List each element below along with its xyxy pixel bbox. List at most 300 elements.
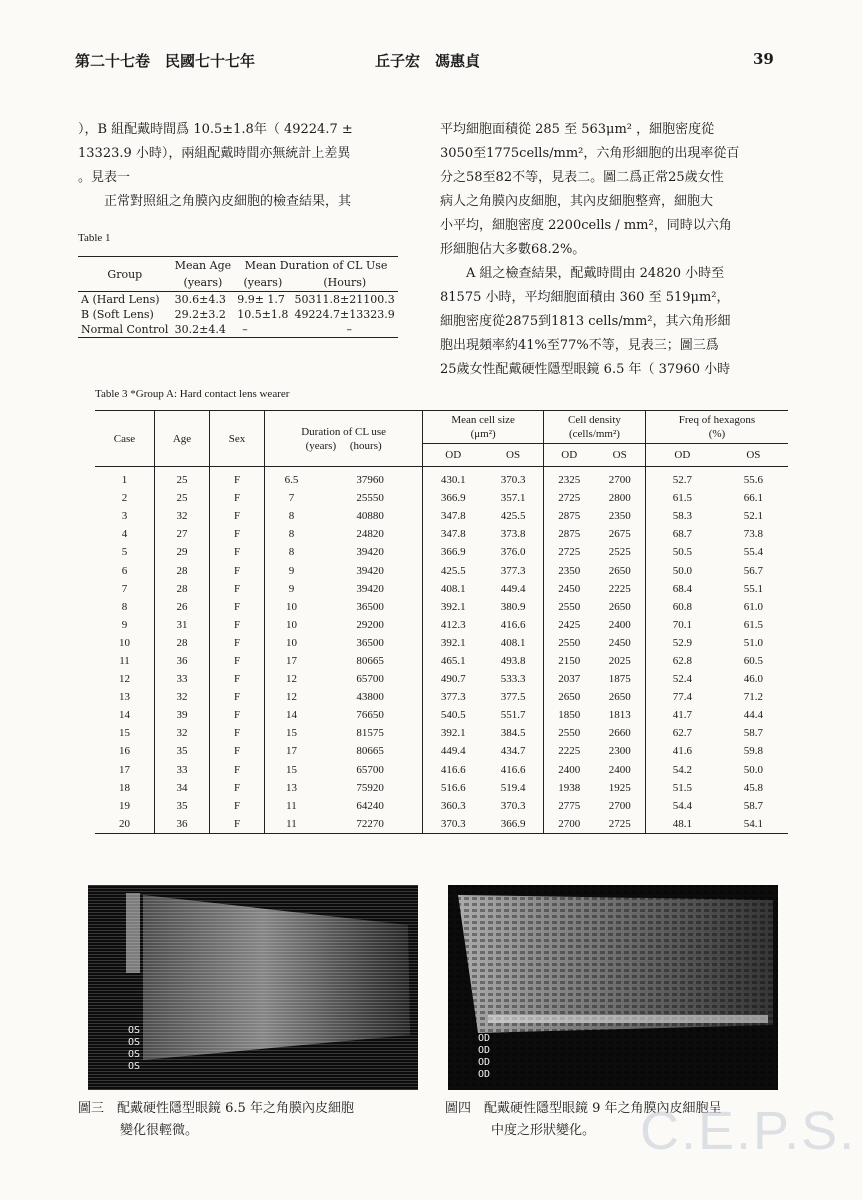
table3-cell-size-os: 377.3 <box>500 564 526 577</box>
table3-row <box>95 815 788 834</box>
table3-cell-size-os: 357.1 <box>500 492 526 505</box>
table3-cell-density-od: 2875 <box>544 507 595 525</box>
table3-cell-hours: 29200 <box>356 618 384 631</box>
table3-header-cell-size <box>423 411 544 444</box>
table3-cell-size-os: 376.0 <box>500 546 526 559</box>
table3-cell-density-os: 1813 <box>608 709 631 722</box>
table3-cell-hex-od: 68.4 <box>645 580 718 598</box>
table3-cell-case: 16 <box>119 745 130 758</box>
table3-cell-case: 8 <box>121 600 128 613</box>
table3-cell-sex: F <box>210 779 265 797</box>
table3-cell-density-os: 2650 <box>608 600 631 613</box>
table3-cell-density-od: 2725 <box>544 543 595 561</box>
table3-cell-case: 18 <box>119 781 130 794</box>
table3-cell-hex-od: 52.4 <box>645 670 718 688</box>
table3-cell-hours: 37960 <box>356 474 384 487</box>
table3-cell-hex-os: 55.4 <box>743 546 763 559</box>
table3-cell-density-os: 1875 <box>608 673 631 686</box>
table3-cell-hex-od: 48.1 <box>645 815 718 834</box>
table3-cell-age: 35 <box>155 742 210 760</box>
table3-header-sex: Sex <box>210 411 265 467</box>
table3-cell-density-od: 2425 <box>544 616 595 634</box>
table3-cell-size-od: 425.5 <box>423 561 483 579</box>
table3-cell-hex-od: 58.3 <box>645 507 718 525</box>
table3-cell-size-os: 449.4 <box>500 582 526 595</box>
text-line: 81575 小時，平均細胞面積由 360 至 519μm²， <box>440 290 730 305</box>
table3-cell-density-od: 2450 <box>544 580 595 598</box>
table1-cell: B (Soft Lens) <box>81 308 154 321</box>
table3-cell-hex-od: 52.9 <box>645 634 718 652</box>
text-line: 。見表一 <box>78 170 131 185</box>
table3-cell-density-os: 2700 <box>608 474 631 487</box>
table3-cell-hex-os: 66.1 <box>743 492 763 505</box>
table3-cell-hours: 39420 <box>356 564 384 577</box>
table3-cell-case: 1 <box>121 474 128 487</box>
table3-cell-age: 34 <box>155 779 210 797</box>
table3-cell-sex: F <box>210 652 265 670</box>
table3-cell-size-os: 416.6 <box>500 763 526 776</box>
table3-cell-density-os: 2350 <box>608 510 631 523</box>
table3-cell-hours: 39420 <box>356 546 384 559</box>
table3-row <box>95 652 788 670</box>
text-line: 13323.9 小時），兩組配戴時間亦無統計上差異 <box>78 146 351 161</box>
table3-cell-years: 17 <box>265 652 318 670</box>
table3-cell-sex: F <box>210 761 265 779</box>
table3-cell-size-od: 490.7 <box>423 670 483 688</box>
table3-cell-hex-od: 60.8 <box>645 598 718 616</box>
caption-line: 圖三 配戴硬性隱型眼鏡 6.5 年之角膜內皮細胞 <box>78 1101 354 1116</box>
table3-cell-case: 3 <box>121 510 128 523</box>
table3-cell-age: 31 <box>155 616 210 634</box>
text-line: 胞出現頻率約41%至77%不等，見表三；圖三爲 <box>440 338 719 353</box>
table3-cell-hex-os: 73.8 <box>743 528 763 541</box>
table3-cell-hex-os: 61.5 <box>743 618 763 631</box>
table3-cell-hours: 80665 <box>356 654 384 667</box>
table3-cell-years: 11 <box>265 797 318 815</box>
table3-row <box>95 742 788 760</box>
table1-cell: 49224.7±13323.9 <box>294 308 395 321</box>
table3-row <box>95 467 788 490</box>
table3-row <box>95 598 788 616</box>
table3-cell-size-od: 347.8 <box>423 507 483 525</box>
table3-row <box>95 525 788 543</box>
table3-header-age: Age <box>155 411 210 467</box>
table3-cell-years: 8 <box>265 525 318 543</box>
table3-cell-size-os: 434.7 <box>500 745 526 758</box>
table3-cell-size-os: 366.9 <box>483 815 543 834</box>
table3-cell-sex: F <box>210 598 265 616</box>
table3-header-cell-size-title: Mean cell size <box>451 414 515 426</box>
table3-header-duration <box>265 411 423 467</box>
caption-line: 變化很輕微。 <box>120 1123 199 1138</box>
table3-header-os: OS <box>594 444 645 467</box>
table3-cell-size-os: 370.3 <box>500 799 526 812</box>
eye-label: OD <box>478 1057 491 1068</box>
table1-cell: 10.5±1.8 <box>237 308 289 321</box>
table3-header-od: OD <box>423 444 483 467</box>
table3-row <box>95 670 788 688</box>
eye-label: OD <box>478 1069 491 1080</box>
eye-label: OD <box>478 1033 491 1044</box>
table3-cell-hex-os: 71.2 <box>743 691 763 704</box>
table3-header-duration-years: (years) <box>305 439 337 452</box>
eye-label: OS <box>128 1037 141 1048</box>
table3-cell-hex-os: 55.1 <box>743 582 763 595</box>
table3-cell-density-os: 2660 <box>608 727 631 740</box>
table3-row <box>95 489 788 507</box>
table3-cell-age: 28 <box>155 580 210 598</box>
table3-cell-case: 15 <box>119 727 130 740</box>
table3-cell-density-os: 2700 <box>608 799 631 812</box>
table3-cell-size-os: 373.8 <box>500 528 526 541</box>
table3-cell-sex: F <box>210 634 265 652</box>
figure4-eye-labels <box>478 1033 490 1081</box>
table3-row <box>95 688 788 706</box>
table3-cell-size-od: 408.1 <box>423 580 483 598</box>
table3-cell-sex: F <box>210 525 265 543</box>
eye-label: OS <box>128 1025 141 1036</box>
table3-cell-hex-os: 51.0 <box>743 636 763 649</box>
table3-cell-hours: 36500 <box>356 636 384 649</box>
table3-cell-case: 2 <box>121 492 128 505</box>
table3-cell-hex-od: 54.2 <box>645 761 718 779</box>
table3-cell-hours: 43800 <box>356 691 384 704</box>
table3-cell-hours: 75920 <box>356 781 384 794</box>
table3-cell-hex-os: 61.0 <box>743 600 763 613</box>
table1-cell: Normal Control <box>78 322 172 338</box>
eye-label: OD <box>478 1045 491 1056</box>
table3-cell-hex-od: 50.0 <box>645 561 718 579</box>
table3-cell-hex-od: 51.5 <box>645 779 718 797</box>
table3-cell-density-od: 2037 <box>544 670 595 688</box>
table3-cell-years: 13 <box>265 779 318 797</box>
table3-cell-hex-od: 52.7 <box>645 467 718 490</box>
table3-row <box>95 797 788 815</box>
table3-cell-size-od: 366.9 <box>423 543 483 561</box>
table1-header-duration-hours: (Hours) <box>292 274 398 292</box>
table3-cell-hex-od: 70.1 <box>645 616 718 634</box>
table3-cell-hex-od: 54.4 <box>645 797 718 815</box>
table3-cell-sex: F <box>210 616 265 634</box>
table3-cell-sex: F <box>210 580 265 598</box>
table3-cell-sex: F <box>210 724 265 742</box>
table3-cell-years: 12 <box>265 688 318 706</box>
table3-cell-density-od: 2225 <box>544 742 595 760</box>
table3-cell-hex-os: 52.1 <box>743 510 763 523</box>
table3-body <box>95 467 788 834</box>
table3-cell-age: 29 <box>155 543 210 561</box>
table3-cell-size-os: 380.9 <box>500 600 526 613</box>
table3-cell-hex-os: 50.0 <box>743 763 763 776</box>
table3-cell-size-od: 360.3 <box>423 797 483 815</box>
table3-cell-density-os: 2675 <box>608 528 631 541</box>
table3-cell-age: 28 <box>155 561 210 579</box>
table1-cell: 30.6±4.3 <box>174 293 226 306</box>
caption-line: 圖四 配戴硬性隱型眼鏡 9 年之角膜內皮細胞呈 <box>445 1101 722 1116</box>
table3-cell-density-od: 2875 <box>544 525 595 543</box>
table3-cell-hex-od: 41.6 <box>645 742 718 760</box>
table3-cell-years: 10 <box>265 634 318 652</box>
table3-cell-hours: 65700 <box>356 763 384 776</box>
table1-row <box>78 292 398 308</box>
table3-cell-years: 17 <box>265 742 318 760</box>
table3-cell-density-os: 2725 <box>594 815 645 834</box>
table3-cell-density-od: 2700 <box>544 815 595 834</box>
table3-cell-hours: 64240 <box>356 799 384 812</box>
table3-cell-hex-od: 41.7 <box>645 706 718 724</box>
table1-header-duration: Mean Duration of CL Use <box>234 257 398 275</box>
table3-cell-hex-os: 58.7 <box>743 799 763 812</box>
table3-cell-size-os: 533.3 <box>500 673 526 686</box>
table3-header-os: OS <box>483 444 543 467</box>
table3-cell-hours: 40880 <box>356 510 384 523</box>
table3-row <box>95 543 788 561</box>
table1-header-mean-age: Mean Age <box>172 257 235 275</box>
table3-header-hex-title: Freq of hexagons <box>678 414 756 426</box>
table1-cell: 50311.8±21100.3 <box>294 293 395 306</box>
table3-cell-size-od: 370.3 <box>423 815 483 834</box>
table1-cell: 30.2±4.4 <box>172 322 235 338</box>
table3-cell-size-os: 377.5 <box>500 691 526 704</box>
table1-row <box>78 322 398 338</box>
table3-cell-case: 7 <box>121 582 128 595</box>
table3-cell-years: 9 <box>265 580 318 598</box>
table3-row <box>95 580 788 598</box>
table3-cell-density-od: 1850 <box>544 706 595 724</box>
table3-cell-hours: 36500 <box>356 600 384 613</box>
table3-cell-hex-os: 45.8 <box>743 781 763 794</box>
table3-cell-hex-od: 77.4 <box>645 688 718 706</box>
table3-header-density <box>544 411 646 444</box>
table3-cell-age: 39 <box>155 706 210 724</box>
table3-caption: Table 3 *Group A: Hard contact lens wearer <box>95 388 290 400</box>
table3-cell-size-od: 516.6 <box>423 779 483 797</box>
table3-cell-sex: F <box>210 467 265 490</box>
left-column-text <box>78 118 408 214</box>
table3-cell-density-os: 2400 <box>608 618 631 631</box>
table3-cell-age: 25 <box>155 489 210 507</box>
table3-cell-size-od: 412.3 <box>423 616 483 634</box>
table3-cell-years: 10 <box>265 616 318 634</box>
running-header-authors: 丘子宏 馮惠貞 <box>375 52 481 70</box>
table3-cell-hex-od: 50.5 <box>645 543 718 561</box>
table3-cell-density-os: 2025 <box>608 654 631 667</box>
table3-cell-size-od: 366.9 <box>423 489 483 507</box>
table3-header-hex-unit: (%) <box>708 428 726 440</box>
table3-cell-density-od: 2400 <box>544 761 595 779</box>
table3-cell-size-od: 392.1 <box>423 598 483 616</box>
table3-row <box>95 779 788 797</box>
table3-header-duration-hours: (hours) <box>349 439 382 452</box>
table3-cell-age: 27 <box>155 525 210 543</box>
table3-cell-hex-os: 44.4 <box>743 709 763 722</box>
table3-cell-size-os: 416.6 <box>500 618 526 631</box>
table3-cell-hours: 81575 <box>356 727 384 740</box>
table3-cell-case: 12 <box>119 673 130 686</box>
table3-cell-years: 10 <box>265 598 318 616</box>
table3-cell-density-od: 2650 <box>544 688 595 706</box>
table3-cell-hours: 76650 <box>356 709 384 722</box>
table3-header-duration-units <box>267 439 420 453</box>
table1-cell: – <box>292 322 398 338</box>
table3-cell-size-os: 493.8 <box>500 654 526 667</box>
table3-cell-hex-os: 55.6 <box>743 474 763 487</box>
table3-cell-case: 5 <box>121 546 128 559</box>
text-line: 分之58至82不等，見表二。圖二爲正常25歲女性 <box>440 170 724 185</box>
table3-cell-hex-os: 60.5 <box>743 654 763 667</box>
table3-cell-case: 6 <box>121 564 128 577</box>
caption-line: 中度之形狀變化。 <box>491 1123 596 1138</box>
table3-cell-sex: F <box>210 489 265 507</box>
table3-cell-sex: F <box>210 742 265 760</box>
endothelium-micrograph-image <box>448 885 778 1090</box>
table3-cell-age: 26 <box>155 598 210 616</box>
eye-label: OS <box>128 1049 141 1060</box>
table3-cell-hours: 80665 <box>356 745 384 758</box>
table3-row <box>95 634 788 652</box>
table3-cell-case: 14 <box>119 709 130 722</box>
table3-header-density-title: Cell density <box>568 414 621 426</box>
table3-cell-hex-os: 58.7 <box>743 727 763 740</box>
table3-header-duration-title: Duration of CL use <box>301 425 387 438</box>
table1-header-duration-years: (years) <box>234 274 291 292</box>
table3-cell-case: 17 <box>119 763 130 776</box>
table3-row <box>95 616 788 634</box>
table3-cell-hex-os: 46.0 <box>743 673 763 686</box>
table3-cell-years: 7 <box>265 489 318 507</box>
table3-row <box>95 706 788 724</box>
table3-cell-age: 25 <box>155 467 210 490</box>
table3-cell-sex: F <box>210 543 265 561</box>
text-line: 25歲女性配戴硬性隱型眼鏡 6.5 年（ 37960 小時 <box>440 362 731 377</box>
table1 <box>78 256 398 338</box>
running-header-volume: 第二十七卷 民國七十七年 <box>75 52 256 70</box>
text-line: 3050至1775cells/mm²，六角形細胞的出現率從百 <box>440 146 740 161</box>
table1-row <box>78 307 398 322</box>
table3-row <box>95 507 788 525</box>
table3-cell-density-os: 2525 <box>608 546 631 559</box>
table3-cell-density-os: 2300 <box>608 745 631 758</box>
table3-header-od: OD <box>544 444 595 467</box>
table3-row <box>95 561 788 579</box>
table3-cell-sex: F <box>210 670 265 688</box>
table1-cell: 9.9± 1.7 <box>237 293 285 306</box>
table3-cell-case: 4 <box>121 528 128 541</box>
table3 <box>95 410 788 834</box>
table3-cell-age: 28 <box>155 634 210 652</box>
table3-cell-density-od: 2775 <box>544 797 595 815</box>
table3-cell-hex-od: 61.5 <box>645 489 718 507</box>
figure3-eye-labels <box>128 1025 140 1073</box>
table3-cell-size-os: 425.5 <box>500 510 526 523</box>
table3-cell-case: 9 <box>121 618 128 631</box>
table3-header-hex <box>645 411 788 444</box>
table3-cell-density-os: 2650 <box>608 564 631 577</box>
table3-cell-hours: 24820 <box>356 528 384 541</box>
table3-cell-years: 14 <box>265 706 318 724</box>
table3-header-case: Case <box>95 411 155 467</box>
table3-cell-sex: F <box>210 706 265 724</box>
table3-cell-years: 12 <box>265 670 318 688</box>
table3-cell-sex: F <box>210 507 265 525</box>
text-line: 形細胞佔大多數68.2%。 <box>440 242 586 257</box>
table3-cell-sex: F <box>210 688 265 706</box>
table3-cell-years: 9 <box>265 561 318 579</box>
table3-cell-density-od: 2725 <box>544 489 595 507</box>
table3-cell-density-os: 2400 <box>608 763 631 776</box>
eye-label: OS <box>128 1061 141 1072</box>
table3-cell-size-od: 392.1 <box>423 634 483 652</box>
table3-cell-hex-os: 54.1 <box>719 815 788 834</box>
table3-cell-density-os: 2800 <box>608 492 631 505</box>
text-line: 病人之角膜內皮細胞，其內皮細胞整齊，細胞大 <box>440 194 714 209</box>
table3-header-od: OD <box>645 444 718 467</box>
table3-cell-age: 36 <box>155 815 210 834</box>
text-line: 小平均，細胞密度 2200cells / mm²，同時以六角 <box>440 218 732 233</box>
right-column-text <box>440 118 780 382</box>
table3-cell-size-od: 416.6 <box>423 761 483 779</box>
table3-cell-years: 11 <box>265 815 318 834</box>
table3-cell-density-od: 1938 <box>544 779 595 797</box>
page-number: 39 <box>753 50 774 68</box>
figure3-photo <box>88 885 418 1090</box>
table1-header-age-unit: (years) <box>172 274 235 292</box>
table3-cell-size-os: 519.4 <box>500 781 526 794</box>
table3-cell-years: 8 <box>265 507 318 525</box>
table3-cell-sex: F <box>210 797 265 815</box>
table3-cell-density-od: 2550 <box>544 598 595 616</box>
table3-cell-density-od: 2550 <box>544 634 595 652</box>
table3-cell-size-od: 392.1 <box>423 724 483 742</box>
table3-cell-density-od: 2150 <box>544 652 595 670</box>
table3-cell-density-os: 2450 <box>608 636 631 649</box>
table3-cell-hex-od: 68.7 <box>645 525 718 543</box>
table3-cell-hex-os: 56.7 <box>743 564 763 577</box>
table3-cell-years: 15 <box>265 761 318 779</box>
table1-header-group: Group <box>78 257 172 292</box>
table3-cell-case: 20 <box>95 815 155 834</box>
table3-cell-size-os: 408.1 <box>500 636 526 649</box>
table3-cell-age: 32 <box>155 688 210 706</box>
text-line: ），B 組配戴時間爲 10.5±1.8年（ 49224.7 ± <box>78 122 353 137</box>
table3-cell-age: 32 <box>155 724 210 742</box>
table3-cell-size-od: 540.5 <box>423 706 483 724</box>
table3-cell-years: 8 <box>265 543 318 561</box>
figure3-caption <box>78 1098 418 1142</box>
table1-caption: Table 1 <box>78 232 111 244</box>
table3-header-os: OS <box>719 444 788 467</box>
text-line: A 組之檢查結果，配戴時間由 24820 小時至 <box>466 266 725 281</box>
table3-cell-size-od: 430.1 <box>423 467 483 490</box>
table3-cell-age: 36 <box>155 652 210 670</box>
table3-cell-density-os: 2650 <box>608 691 631 704</box>
text-line: 平均細胞面積從 285 至 563μm² ，細胞密度從 <box>440 122 715 137</box>
table3-cell-sex: F <box>210 815 265 834</box>
table3-cell-density-od: 2325 <box>544 467 595 490</box>
table3-cell-hours: 65700 <box>356 673 384 686</box>
table3-cell-hex-od: 62.7 <box>645 724 718 742</box>
table3-cell-density-od: 2350 <box>544 561 595 579</box>
table3-header-cell-size-unit: (μm²) <box>470 428 496 440</box>
table3-cell-hours: 72270 <box>318 815 423 834</box>
table3-cell-density-od: 2550 <box>544 724 595 742</box>
figure4-photo <box>448 885 778 1090</box>
table3-cell-density-os: 1925 <box>608 781 631 794</box>
table1-cell: A (Hard Lens) <box>81 293 160 306</box>
table3-cell-size-od: 465.1 <box>423 652 483 670</box>
text-line: 細胞密度從2875到1813 cells/mm²，其六角形細 <box>440 314 731 329</box>
table3-cell-size-os: 551.7 <box>500 709 526 722</box>
